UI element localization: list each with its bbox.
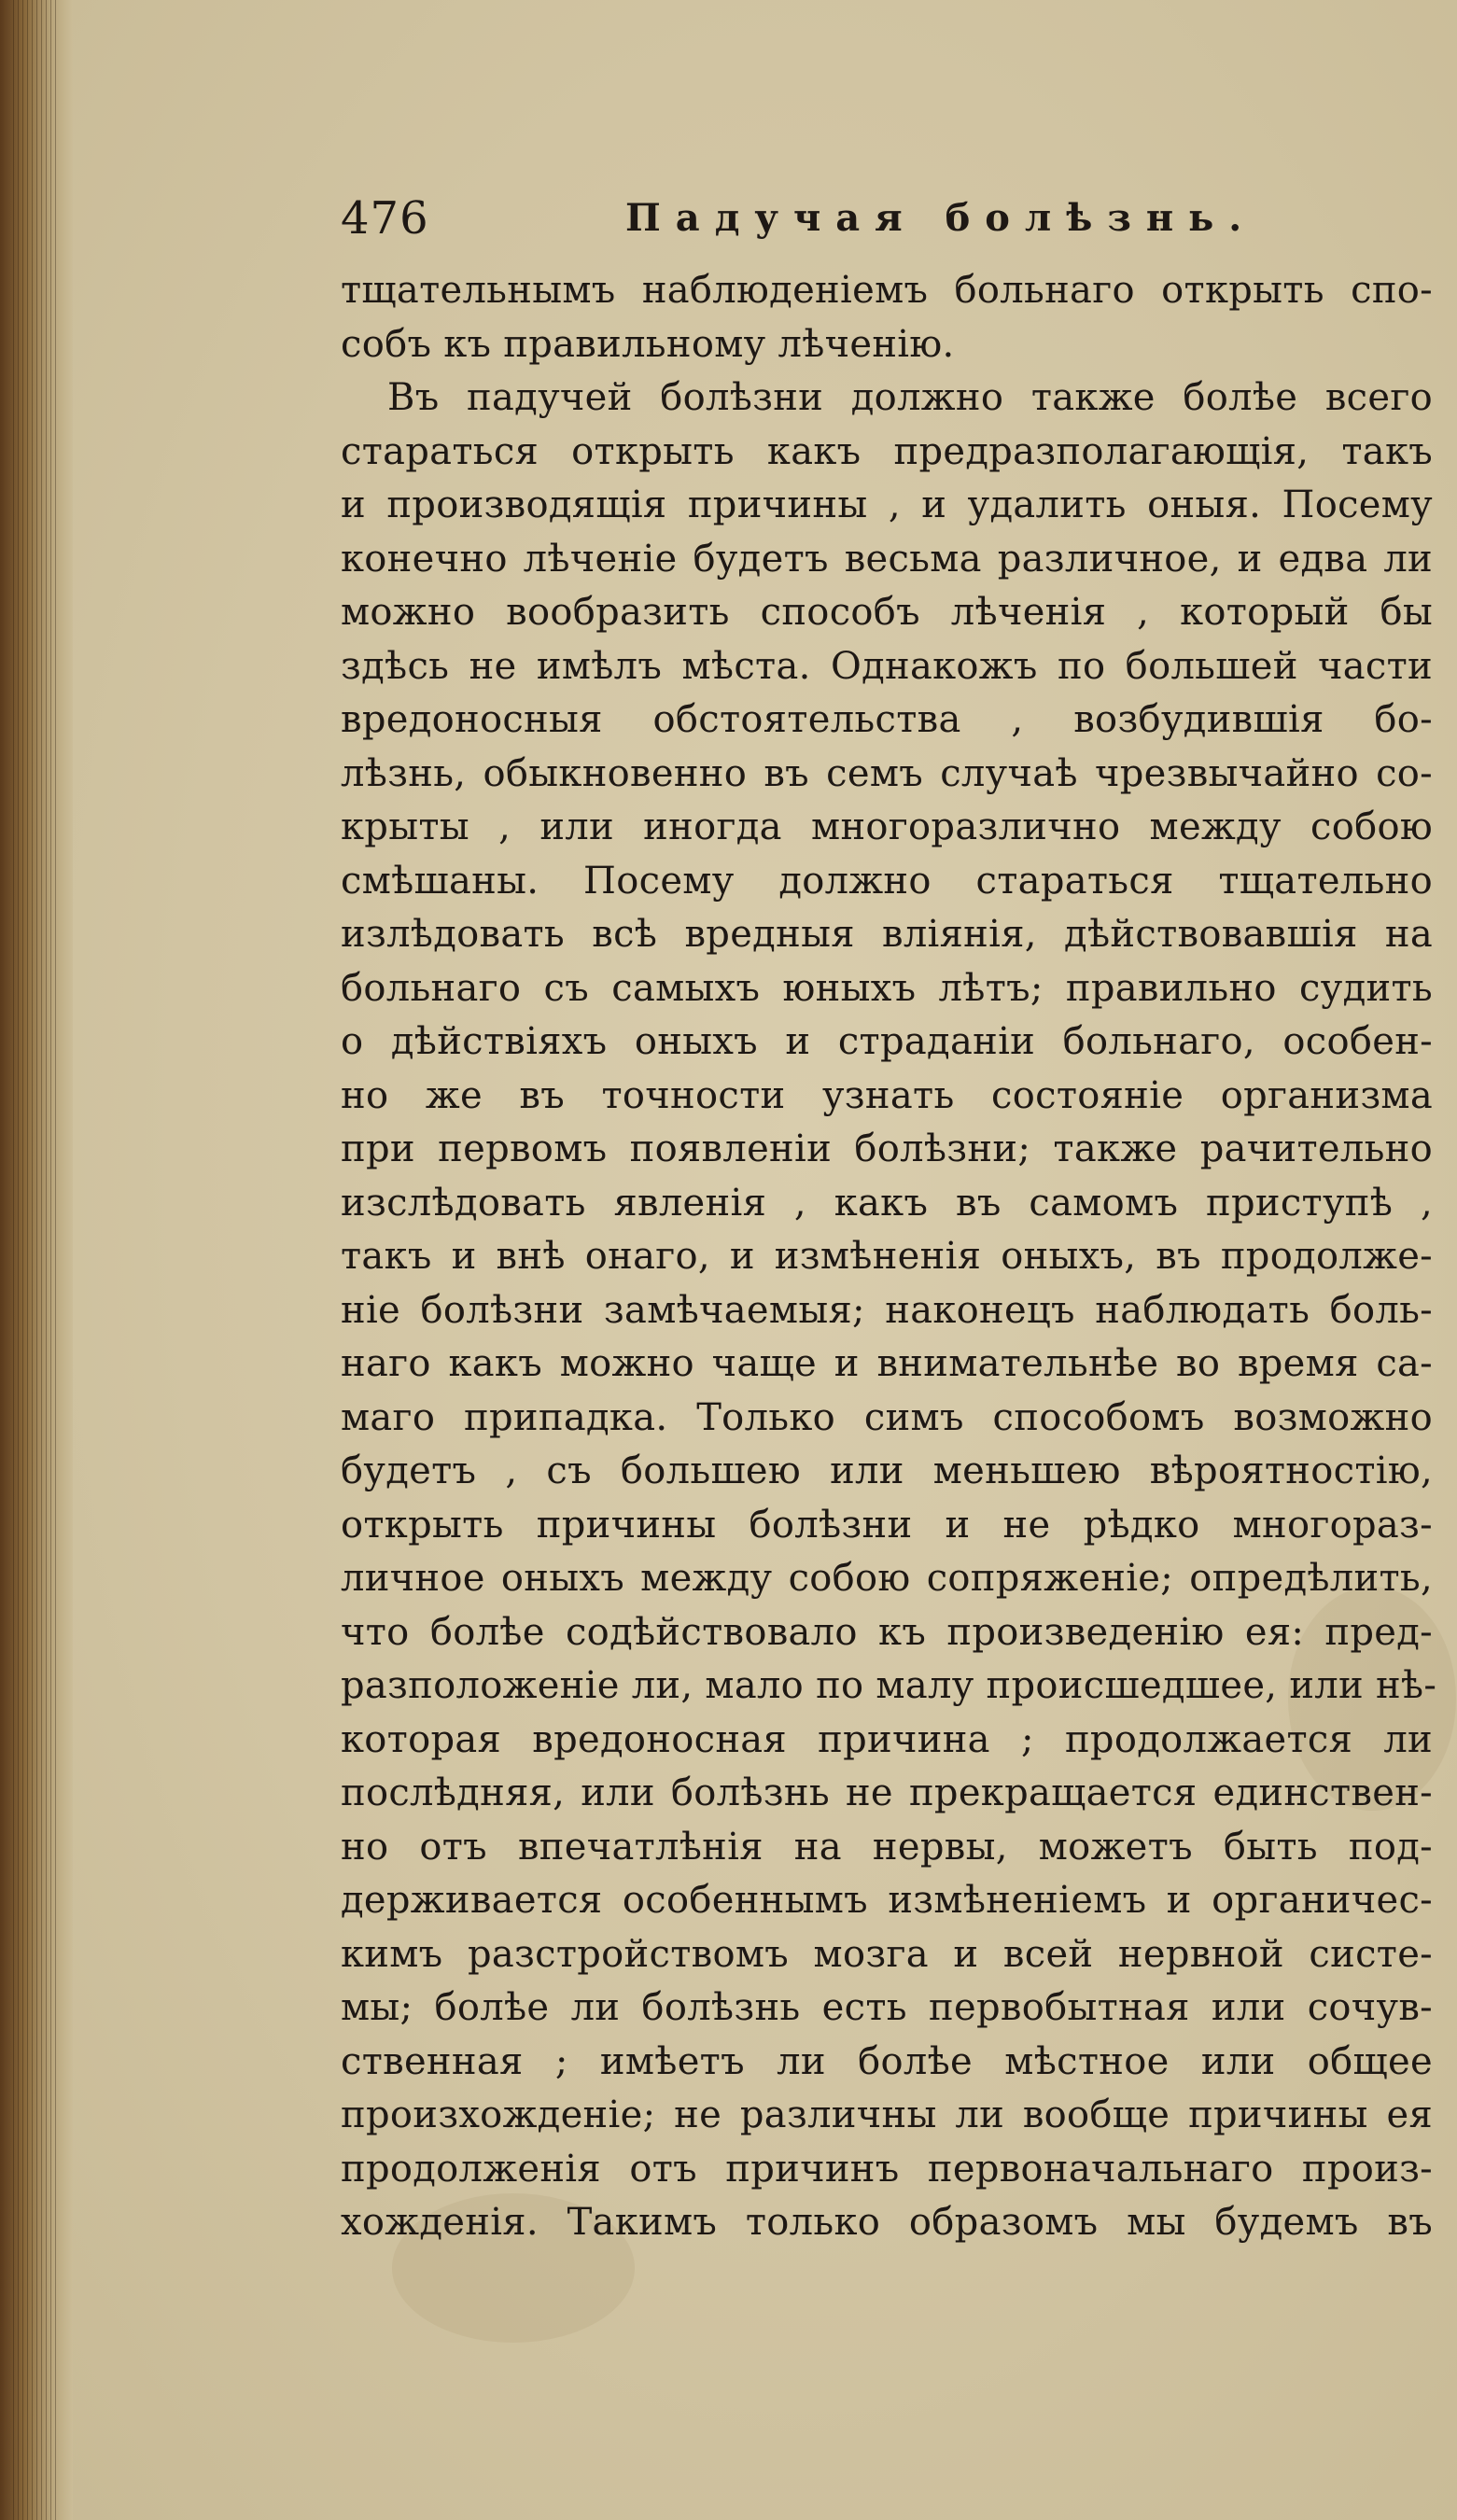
text-line: крыты , или иногда многоразлично между собою [341, 805, 1433, 848]
text-line: но отъ впечатлѣнія на нервы, можетъ быть под- [341, 1825, 1433, 1869]
text-line: открыть причины болѣзни и не рѣдко многораз- [341, 1503, 1433, 1547]
text-line: мы; болѣе ли болѣзнь есть первобытная или сочув- [341, 1986, 1433, 2029]
text-line: держивается особеннымъ измѣненіемъ и органичес- [341, 1879, 1433, 1922]
text-line: маго припадка. Только симъ способомъ возможно [341, 1395, 1433, 1439]
text-line: хожденія. Такимъ только образомъ мы будемъ въ [341, 2201, 1433, 2244]
text-line: стараться открыть какъ предразполагающія, такъ [341, 429, 1433, 473]
text-line: здѣсь не имѣлъ мѣста. Однакожъ по большей части [341, 644, 1433, 688]
text-line: изслѣдовать явленія , какъ въ самомъ приступѣ , [341, 1181, 1433, 1225]
page-edges [13, 0, 56, 2520]
text-line: смѣшаны. Посему должно стараться тщательно [341, 859, 1433, 903]
text-line: но же въ точности узнать состояніе организма [341, 1073, 1433, 1117]
text-line: можно вообразить способъ лѣченія , который бы [341, 591, 1433, 634]
text-line: которая вредоносная причина ; продолжается ли [341, 1717, 1433, 1761]
book-gutter [0, 0, 73, 2520]
text-line: что болѣе содѣйствовало къ произведенію ея: пред- [341, 1610, 1433, 1654]
text-line: кимъ разстройствомъ мозга и всей нервной систе- [341, 1932, 1433, 1976]
text-line: разположеніе ли, мало по малу происшедшее, или нѣ- [341, 1664, 1437, 1707]
text-line: Въ падучей болѣзни должно также болѣе всего [387, 376, 1433, 419]
text-line: такъ и внѣ онаго, и измѣненія оныхъ, въ продолже- [341, 1235, 1433, 1278]
text-line: при первомъ появленіи болѣзни; также рачительно [341, 1127, 1433, 1170]
text-line: о дѣйствіяхъ оныхъ и страданіи больнаго, особен- [341, 1020, 1433, 1063]
text-line: ніе болѣзни замѣчаемыя; наконецъ наблюдать боль- [341, 1288, 1433, 1332]
text-line: будетъ , съ большею или меньшею вѣроятностію, [341, 1449, 1433, 1492]
text-line: и производящія причины , и удалить оныя. Посему [341, 483, 1433, 526]
text-line: вредоносныя обстоятельства , возбудившія бо- [341, 698, 1433, 741]
text-line: продолженія отъ причинъ первоначальнаго произ- [341, 2147, 1433, 2191]
text-line: больнаго съ самыхъ юныхъ лѣтъ; правильно судить [341, 966, 1433, 1010]
text-line: ственная ; имѣетъ ли болѣе мѣстное или общее [341, 2039, 1433, 2083]
text-line: наго какъ можно чаще и внимательнѣе во время са- [341, 1342, 1433, 1385]
text-line: тщательнымъ наблюденіемъ больнаго открыть спо- [341, 269, 1433, 312]
text-line: лѣзнь, обыкновенно въ семъ случаѣ чрезвычайно со- [341, 751, 1433, 795]
text-line: личное оныхъ между собою сопряженіе; опредѣлить, [341, 1557, 1433, 1600]
page-header [341, 192, 1428, 248]
running-title: Падучая болѣзнь. [625, 196, 1257, 240]
body-text [341, 264, 1437, 2250]
text-line: послѣдняя, или болѣзнь не прекращается единствен- [341, 1771, 1433, 1814]
text-line: конечно лѣченіе будетъ весьма различное, и едва ли [341, 537, 1433, 581]
text-line: собъ къ правильному лѣченію. [341, 322, 955, 366]
text-line: излѣдовать всѣ вредныя вліянія, дѣйствовавшія на [341, 913, 1433, 956]
page-number: 476 [341, 192, 429, 245]
text-line: произхожденіе; не различны ли вообще причины ея [341, 2093, 1433, 2136]
